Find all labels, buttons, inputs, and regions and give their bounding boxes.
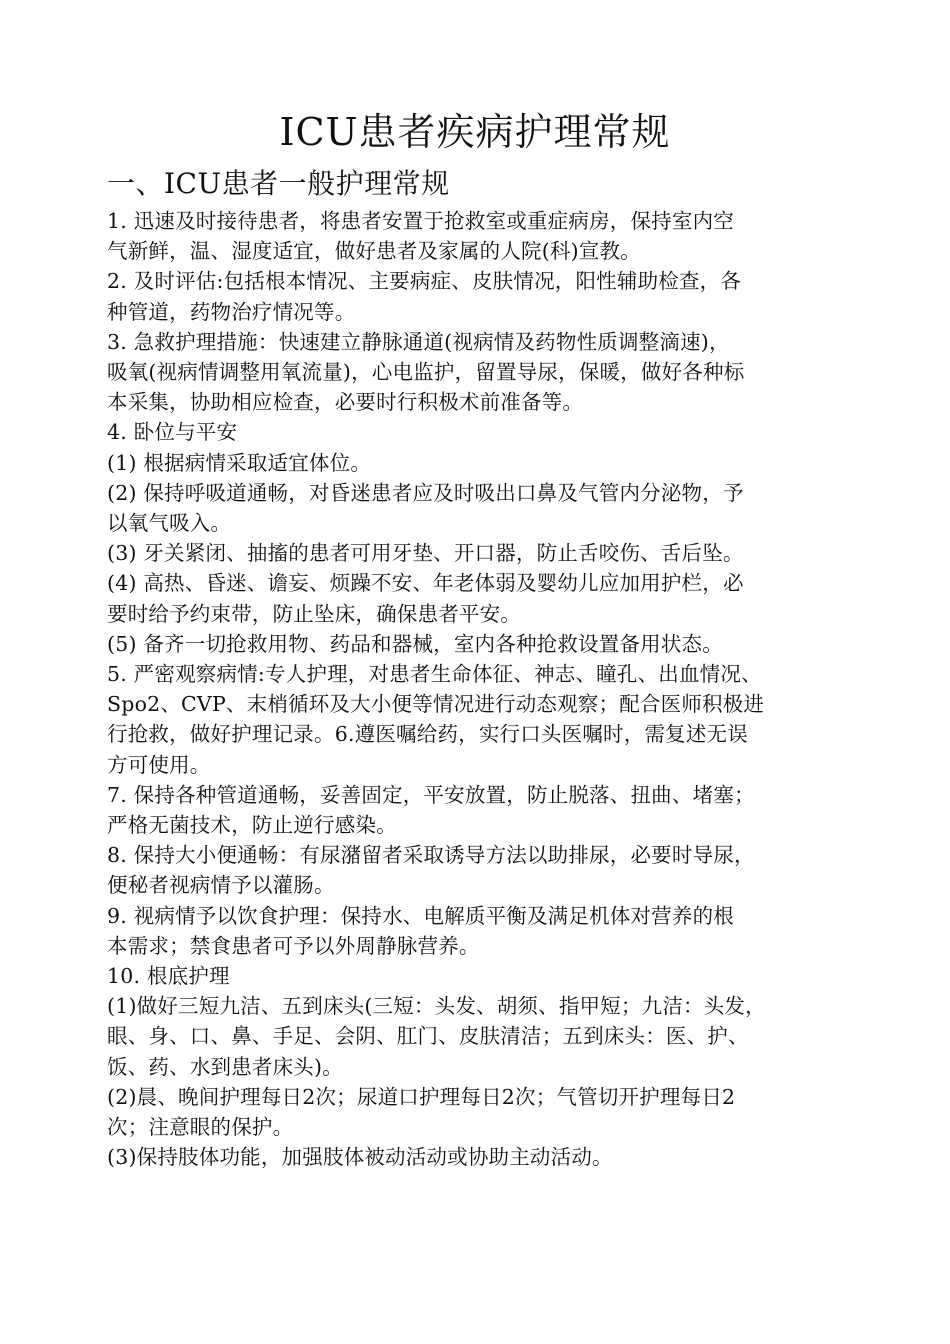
text-line: 本需求；禁食患者可予以外周静脉营养。: [107, 933, 480, 958]
text-line: (3) 牙关紧闭、抽搐的患者可用牙垫、开口器，防止舌咬伤、舌后坠。: [107, 541, 744, 566]
text-line: (1) 根据病情采取适宜体位。: [107, 450, 372, 475]
text-line: 3. 急救护理措施：快速建立静脉通道(视病情及药物性质调整滴速)，: [107, 329, 730, 354]
document-body: [107, 206, 867, 1173]
text-line: (4) 高热、昏迷、谵妄、烦躁不安、年老体弱及婴幼儿应加用护栏，必: [107, 571, 744, 596]
text-line: (5) 备齐一切抢救用物、药品和器械，室内各种抢救设置备用状态。: [107, 631, 723, 656]
text-line: 5. 严密观察病情:专人护理，对患者生命体征、神志、瞳孔、出血情况、: [107, 662, 762, 687]
text-line: 便秘者视病情予以灌肠。: [107, 873, 335, 898]
text-line: 10. 根底护理: [107, 964, 230, 989]
text-line: 气新鲜，温、湿度适宜，做好患者及家属的人院(科)宣教。: [107, 239, 641, 264]
text-line: 次；注意眼的保护。: [107, 1115, 294, 1140]
text-line: 吸氧(视病情调整用氧流量)，心电监护，留置导尿，保暖，做好各种标: [107, 360, 745, 385]
text-line: 9. 视病情予以饮食护理：保持水、电解质平衡及满足机体对营养的根: [107, 903, 734, 928]
section-heading: 一、ICU患者一般护理常规: [107, 167, 450, 200]
text-line: 以氧气吸入。: [107, 511, 232, 536]
text-line: (2)晨、晚间护理每日2次；尿道口护理每日2次；气管切开护理每日2: [107, 1084, 736, 1109]
text-line: Spo2、CVP、末梢循环及大小便等情况进行动态观察；配合医师积极进: [107, 692, 765, 717]
text-line: 8. 保持大小便通畅：有尿潴留者采取诱导方法以助排尿，必要时导尿，: [107, 843, 755, 868]
text-line: (1)做好三短九洁、五到床头(三短：头发、胡须、指甲短；九洁：头发，: [107, 994, 766, 1019]
text-line: 行抢救，做好护理记录。6.遵医嘱给药，实行口头医嘱时，需复述无误: [107, 722, 748, 747]
text-line: 4. 卧位与平安: [107, 420, 238, 445]
text-line: 本采集，协助相应检查，必要时行积极术前准备等。: [107, 390, 584, 415]
text-line: 严格无菌技术，防止逆行感染。: [107, 813, 397, 838]
text-line: 方可使用。: [107, 752, 211, 777]
text-line: 要时给予约束带，防止坠床，确保患者平安。: [107, 601, 521, 626]
text-line: (3)保持肢体功能，加强肢体被动活动或协助主动活动。: [107, 1145, 613, 1170]
text-line: 饭、药、水到患者床头)。: [107, 1054, 343, 1079]
text-line: 种管道，药物治疗情况等。: [107, 299, 356, 324]
text-line: (2) 保持呼吸道通畅，对昏迷患者应及时吸出口鼻及气管内分泌物，予: [107, 480, 744, 505]
text-line: 7. 保持各种管道通畅，妥善固定，平安放置，防止脱落、扭曲、堵塞；: [107, 782, 755, 807]
document-title: ICU患者疾病护理常规: [279, 110, 671, 154]
text-line: 1. 迅速及时接待患者，将患者安置于抢救室或重症病房，保持室内空: [107, 209, 734, 233]
text-line: 2. 及时评估:包括根本情况、主要病症、皮肤情况，阳性辅助检查，各: [107, 269, 742, 294]
text-line: 眼、身、口、鼻、手足、会阴、肛门、皮肤清洁；五到床头：医、护、: [107, 1024, 749, 1049]
